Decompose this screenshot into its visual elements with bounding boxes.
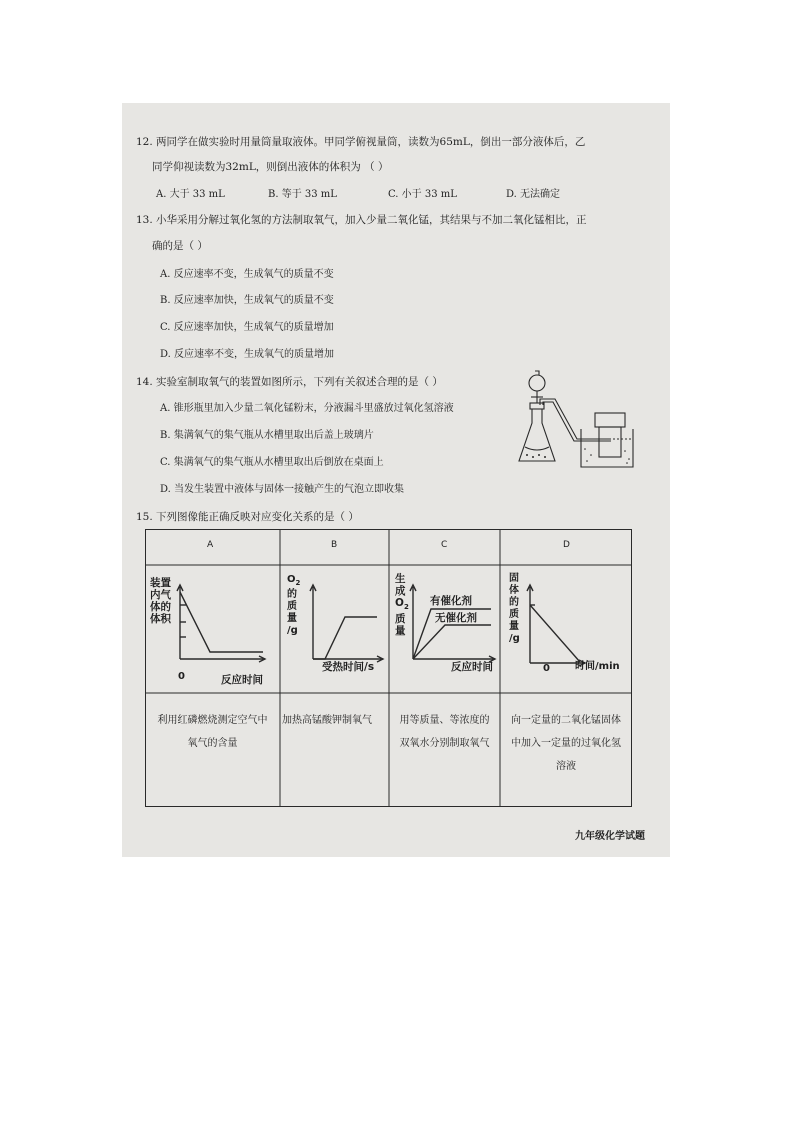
col-header-d: D	[563, 540, 570, 550]
q14-option-c: C. 集满氧气的集气瓶从水槽里取出后倒放在桌面上	[160, 457, 384, 468]
q14-option-b: B. 集满氧气的集气瓶从水槽里取出后盖上玻璃片	[160, 430, 374, 441]
q13-option-b: B. 反应速率加快，生成氧气的质量不变	[160, 295, 334, 306]
graph-d-xlabel: 时间/min	[575, 661, 620, 672]
graph-a	[177, 585, 265, 662]
graph-b-xlabel: 受热时间/s	[322, 661, 375, 673]
q13-option-d: D. 反应速率不变，生成氧气的质量增加	[160, 349, 335, 360]
q13-option-a: A. 反应速率不变，生成氧气的质量不变	[160, 269, 334, 280]
q12-option-c: C. 小于 33 mL	[388, 189, 457, 200]
graph-c-ylabel: 生 成 $O_2$ 质 量	[395, 573, 409, 638]
desc-d: 向一定量的二氧化锰固体 中加入一定量的过氧化氢 溶液	[511, 715, 621, 772]
graph-d-ylabel: 固 体 的 质 量 /g	[509, 573, 520, 644]
q14-option-a: A. 锥形瓶里加入少量二氧化锰粉末，分液漏斗里盛放过氧化氢溶液	[160, 403, 454, 414]
oxygen-apparatus-diagram	[515, 369, 635, 469]
q12-line2: 同学仰视读数为32mL，则倒出液体的体积为 （ ）	[152, 161, 389, 173]
graph-c-series-catalyst: 有催化剂	[430, 595, 472, 607]
graph-a-ylabel: 装置 内气 体的 体积	[150, 577, 171, 625]
col-header-a: A	[207, 540, 214, 550]
graph-a-origin: 0	[178, 671, 185, 682]
q12-option-d: D. 无法确定	[506, 189, 561, 200]
graph-c-xlabel: 反应时间	[451, 661, 493, 673]
q13-line2: 确的是（ ）	[152, 240, 208, 252]
desc-a: 利用红磷燃烧测定空气中 氧气的含量	[157, 715, 268, 749]
q12-line1: 12. 两同学在做实验时用量筒量取液体。甲同学俯视量筒，读数为65mL，倒出一部分液体后，乙	[136, 136, 586, 148]
q12-option-b: B. 等于 33 mL	[268, 189, 337, 200]
q12-option-a: A. 大于 33 mL	[156, 189, 225, 200]
graph-b-ylabel: $O_2$ 的 质 量 /g	[287, 574, 301, 636]
desc-b: 加热高锰酸钾制氧气	[282, 715, 372, 726]
q14-line1: 14. 实验室制取氧气的装置如图所示，下列有关叙述合理的是（ ）	[136, 376, 443, 388]
footer-title: 九年级化学试题	[575, 831, 645, 842]
q15-graph-table	[145, 529, 632, 807]
q14-option-d: D. 当发生装置中液体与固体一接触产生的气泡立即收集	[160, 484, 405, 495]
graph-d-origin: 0	[543, 663, 550, 674]
col-header-b: B	[331, 540, 338, 550]
q13-option-c: C. 反应速率加快，生成氧气的质量增加	[160, 322, 334, 333]
exam-sheet	[122, 103, 670, 857]
graph-c-series-no-catalyst: 无催化剂	[435, 612, 477, 624]
graph-a-xlabel: 反应时间	[221, 674, 263, 686]
q15-line1: 15. 下列图像能正确反映对应变化关系的是（ ）	[136, 511, 359, 523]
desc-c: 用等质量、等浓度的 双氧水分别制取氧气	[399, 715, 490, 749]
graph-d	[527, 585, 585, 666]
graph-b	[310, 585, 383, 662]
col-header-c: C	[441, 540, 448, 550]
q13-line1: 13. 小华采用分解过氧化氢的方法制取氧气，加入少量二氧化锰，其结果与不加二氧化锰相比，正	[136, 214, 587, 226]
